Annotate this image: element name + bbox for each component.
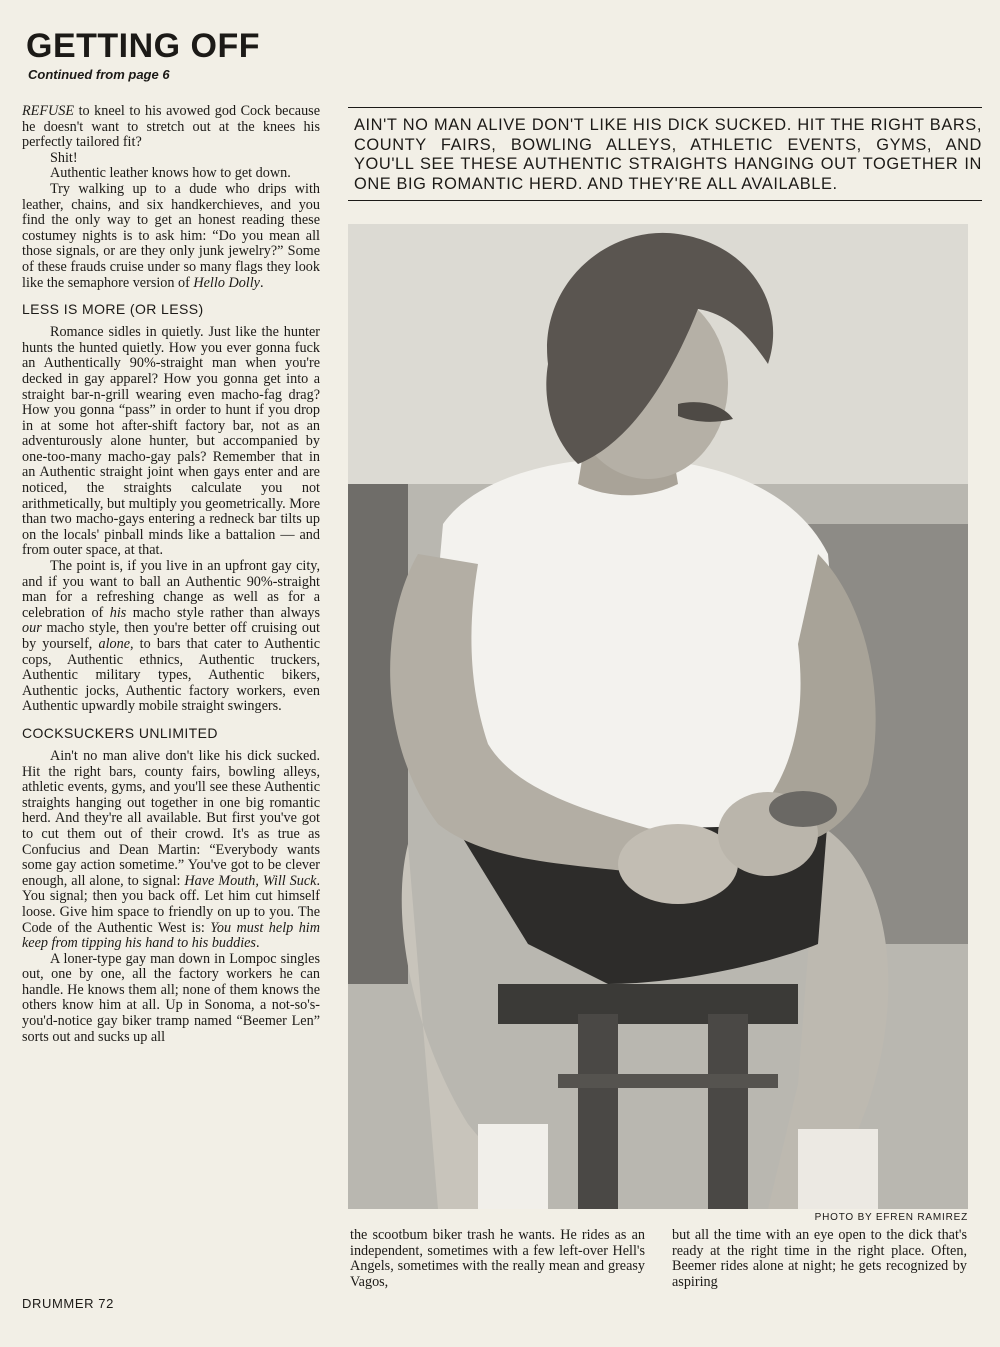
paragraph: The point is, if you live in an upfront gay city, and if you want to ball an Authentic 90%-straight man for a refreshing change as well as for a celebration of his macho style rather than always our macho style, then you're better off cruising out by yourself, alone, to bars that cater to Authentic cops, Authentic ethnics, Authentic truckers, Authentic military types, Authentic bikers, Authentic jocks, Authentic factory workers, even Authentic upwardly mobile straight swingers.: [22, 558, 321, 715]
paragraph: Ain't no man alive don't like his dick sucked. Hit the right bars, county fairs, bowling alleys, athletic events, gyms, and you'll see these Authentic straights hanging out together in one big romantic herd. And they're all available. But first you've got to cut them out of their crowd. It's as true as Confucius and Dean Martin: “Everybody wants some gay action sometime.” You've got to be clever enough, all alone, to signal: Have Mouth, Will Suck. You signal; then you back off. Let him cut himself loose. Give him space to friendly on up to you. The Code of the Authentic West is: You must help him keep from tipping his hand to his buddies.: [22, 747, 320, 952]
paragraph: Romance sidles in quietly. Just like the hunter hunts the hunted quietly. How you ever gonna fuck an Authentically 90%-straight man when you're decked in gay apparel? How you gonna get into a straight bar-n-grill wearing even macho-fag drag? How you gonna “pass” in order to hunt if you drop in at some hot after-shift factory bar, not as an adventurously alone hunter, but accompanied by one-too-many macho-gay pals? Remember that in an Authentic straight joint when gays enter and are noticed, the straights calculate you not arithmetically, but multiply you geometrically. More than two macho-gays entering a redneck bar tilts up on the locals' pinball minds like a battalion — and from outer space, at that.: [22, 324, 320, 559]
paragraph: A loner-type gay man down in Lompoc singles out, one by one, all the factory workers he can handle. He knows them all; none of them knows the others know him at all. Up in Sonoma, a not-so's-you'd-notice gay biker tramp named “Beemer Len” sorts out and sucks up all: [22, 950, 320, 1045]
article-column-1: [22, 104, 320, 1045]
subheading: LESS IS MORE (OR LESS): [22, 301, 204, 318]
article-column-2: [350, 1228, 645, 1290]
paragraph: REFUSE to kneel to his avowed god Cock because he doesn't want to stretch out at the knees his perfectly tailored fit?: [22, 103, 320, 151]
paragraph: Shit!: [50, 149, 78, 166]
paragraph: Try walking up to a dude who drips with leather, chains, and six handkerchieves, and you find the only way to get an honest reading these costumey nights is to ask him: “Do you mean all those signals, or are they only junk jewelry?” Some of these frauds cruise under so many flags they look like the semaphore version of Hello Dolly.: [22, 180, 320, 291]
photograph: [348, 224, 968, 1209]
photo-illustration: [348, 224, 968, 1209]
pull-quote: AIN'T NO MAN ALIVE DON'T LIKE HIS DICK SUCKED. HIT THE RIGHT BARS, COUNTY FAIRS, BOWLING ALLEYS, ATHLETIC EVENTS, GYMS, AND YOU'LL SEE THESE AUTHENTIC STRAIGHTS HANGING OUT TOGETHER IN ONE BIG ROMANTIC HERD. AND THEY'RE ALL AVAILABLE.: [348, 107, 982, 201]
article-column-3: [672, 1228, 967, 1290]
photo-credit: PHOTO BY EFREN RAMIREZ: [814, 1212, 968, 1223]
page-title: GETTING OFF: [26, 27, 261, 65]
emphasis: REFUSE: [22, 103, 75, 119]
subheading: COCKSUCKERS UNLIMITED: [22, 724, 218, 741]
paragraph: Authentic leather knows how to get down.: [50, 165, 291, 182]
page-folio: DRUMMER 72: [22, 1296, 114, 1311]
continued-note: Continued from page 6: [28, 67, 170, 82]
paragraph: the scootbum biker trash he wants. He rides as an independent, sometimes with a few left-over Hell's Angels, sometimes with the really mean and greasy Vagos,: [350, 1227, 645, 1290]
paragraph: but all the time with an eye open to the dick that's ready at the right time in the right place. Often, Beemer rides alone at night; he gets recognized by aspiring: [672, 1227, 967, 1290]
